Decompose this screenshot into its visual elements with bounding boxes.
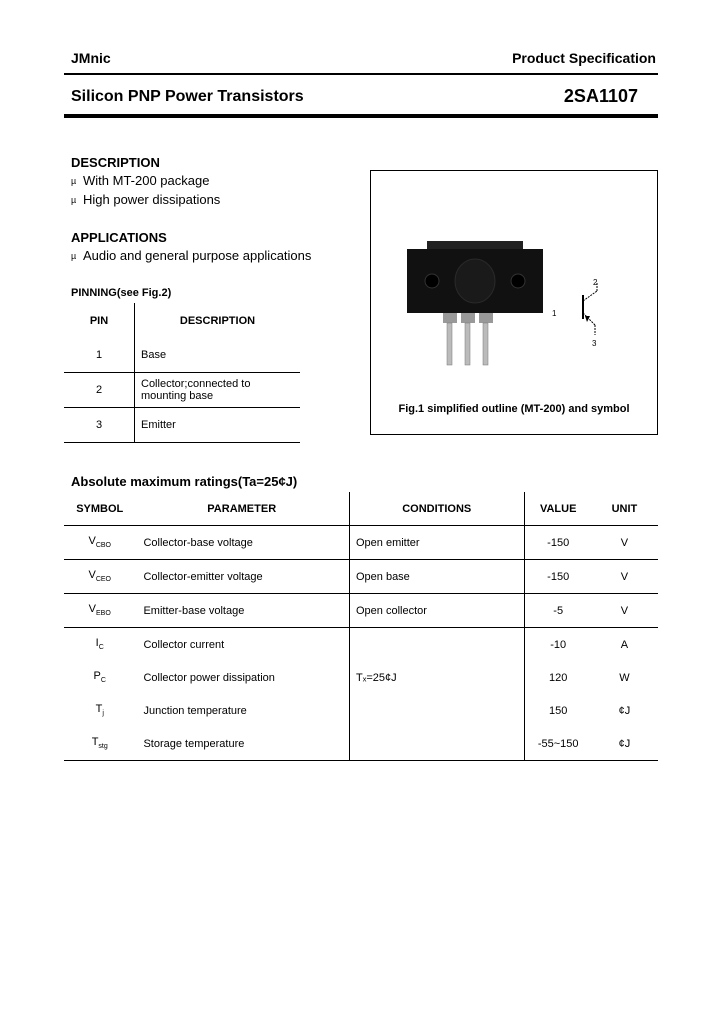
table-row: 2 Collector;connected to mounting base <box>64 373 300 408</box>
bullet-icon: µ <box>71 175 77 186</box>
symbol-header: SYMBOL <box>64 492 135 526</box>
table-row: $I_C$ Collector current -10 A <box>64 628 658 662</box>
document-title: Silicon PNP Power Transistors <box>71 88 304 105</box>
figure-box <box>370 170 658 435</box>
description-item: µ With MT-200 package <box>71 173 210 188</box>
applications-item: µ Audio and general purpose applications <box>71 248 312 263</box>
ratings-table <box>64 492 658 761</box>
symbol-base-label: 1 <box>552 309 557 318</box>
description-heading: DESCRIPTION <box>71 155 160 170</box>
parameter-header: PARAMETER <box>135 492 349 526</box>
table-row: 1 Base <box>64 338 300 373</box>
ratings-caption: Absolute maximum ratings(Ta=25¢J) <box>71 474 298 489</box>
table-row: $V_{CEO}$ Collector-emitter voltage Open base -150 V <box>64 560 658 594</box>
spec-label: Product Specification <box>512 50 656 66</box>
bullet-icon: µ <box>71 250 77 261</box>
table-row: 3 Emitter <box>64 408 300 443</box>
desc-header: DESCRIPTION <box>179 314 256 327</box>
conditions-header: CONDITIONS <box>349 492 524 526</box>
part-number: 2SA1107 <box>563 86 638 106</box>
description-item: µ High power dissipations <box>71 192 221 207</box>
title-rule <box>64 114 658 118</box>
applications-heading: APPLICATIONS <box>71 230 167 245</box>
brand-name: JMnic <box>71 50 111 66</box>
pinning-table <box>64 303 300 443</box>
package-outline-figure <box>371 171 657 434</box>
figure-caption: Fig.1 simplified outline (MT-200) and symbol <box>398 403 630 415</box>
header-rule <box>64 73 658 75</box>
table-row: $P_C$ Collector power dissipation Tₓ=25¢J 120 W <box>64 661 658 694</box>
table-row: $T_j$ Junction temperature 150 ¢J <box>64 694 658 727</box>
bullet-icon: µ <box>71 194 77 205</box>
symbol-emitter-label: 3 <box>592 339 597 348</box>
pinning-caption: PINNING(see Fig.2) <box>71 287 172 299</box>
value-header: VALUE <box>525 492 591 526</box>
symbol-collector-label: 2 <box>593 278 598 287</box>
pin-header: PIN <box>64 303 135 338</box>
unit-header: UNIT <box>591 492 658 526</box>
table-row: $V_{CBO}$ Collector-base voltage Open emitter -150 V <box>64 526 658 560</box>
table-row: $V_{EBO}$ Emitter-base voltage Open collector -5 V <box>64 594 658 628</box>
table-row: $T_{stg}$ Storage temperature -55~150 ¢J <box>64 727 658 761</box>
